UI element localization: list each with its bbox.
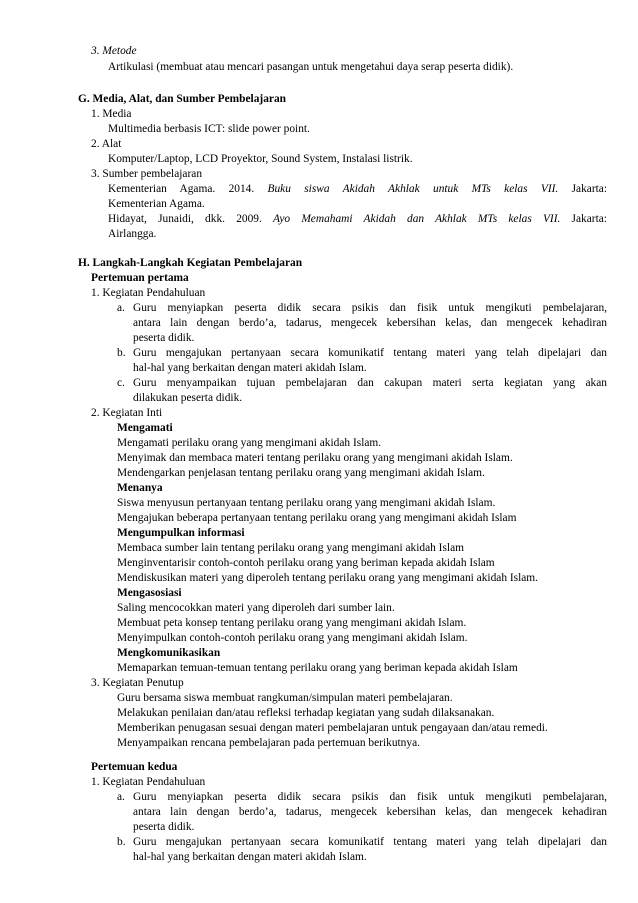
meeting-1-title: Pertemuan pertama: [91, 272, 189, 284]
m2-item-a-line2: antara lain dengan berdo’a, tadarus, mengecek kebersihan kelas, dan mengecek kehadiran: [133, 806, 607, 818]
m1-item-a-line1: Guru menyiapkan peserta didik secara psikis dan fisik untuk mengikuti pembelajaran,: [133, 302, 607, 314]
m1-inti-heading: 2. Kegiatan Inti: [91, 407, 163, 419]
mengumpulkan-line-3: Mendiskusikan materi yang diperoleh tentang perilaku orang yang mengimani akidah Islam.: [117, 572, 539, 584]
meeting-2-title: Pertemuan kedua: [91, 761, 178, 773]
metode-heading: 3. Metode: [91, 45, 137, 57]
menanya-line-1: Siswa menyusun pertanyaan tentang perilaku orang yang mengimani akidah Islam.: [117, 497, 496, 509]
media-heading: 1. Media: [91, 108, 132, 120]
m1-penutup-heading: 3. Kegiatan Penutup: [91, 677, 184, 689]
mengamati-heading: Mengamati: [117, 422, 173, 434]
m2-item-a-line1: Guru menyiapkan peserta didik secara psikis dan fisik untuk mengikuti pembelajaran,: [133, 791, 607, 803]
menanya-line-2: Mengajukan beberapa pertanyaan tentang perilaku orang yang mengimani akidah Islam: [117, 512, 517, 524]
m2-item-a-line3: peserta didik.: [133, 821, 195, 833]
mengasosiasi-heading: Mengasosiasi: [117, 587, 182, 599]
mengasosiasi-line-1: Saling mencocokkan materi yang diperoleh dari sumber lain.: [117, 602, 395, 614]
penutup-line-2: Melakukan penilaian dan/atau refleksi terhadap kegiatan yang sudah dilaksanakan.: [117, 707, 495, 719]
penutup-line-1: Guru bersama siswa membuat rangkuman/simpulan materi pembelajaran.: [117, 692, 453, 704]
section-h-heading: H. Langkah-Langkah Kegiatan Pembelajaran: [78, 257, 303, 269]
mengkomunikasikan-heading: Mengkomunikasikan: [117, 647, 221, 659]
mengumpulkan-line-1: Membaca sumber lain tentang perilaku orang yang mengimani akidah Islam: [117, 542, 464, 554]
penutup-line-3: Memberikan penugasan sesuai dengan materi pembelajaran untuk pengayaan dan/atau remedi.: [117, 722, 548, 734]
penutup-line-4: Menyampaikan rencana pembelajaran pada pertemuan berikutnya.: [117, 737, 420, 749]
m1-item-c-line1: Guru menyampaikan tujuan pembelajaran dan cakupan materi serta kegiatan yang akan: [133, 377, 607, 389]
mengasosiasi-line-2: Membuat peta konsep tentang perilaku orang yang mengimani akidah Islam.: [117, 617, 467, 629]
alat-text: Komputer/Laptop, LCD Proyektor, Sound System, Instalasi listrik.: [108, 153, 413, 165]
m2-pendahuluan-heading: 1. Kegiatan Pendahuluan: [91, 776, 206, 788]
reference-2-publisher: Airlangga.: [108, 228, 157, 240]
reference-1-publisher: Kementerian Agama.: [108, 198, 205, 210]
m2-item-b-marker: b.: [117, 836, 126, 848]
m1-item-b-line2: hal-hal yang berkaitan dengan materi akidah Islam.: [133, 362, 367, 374]
mengumpulkan-line-2: Menginventarisir contoh-contoh perilaku orang yang beriman kepada akidah Islam: [117, 557, 495, 569]
m1-pendahuluan-heading: 1. Kegiatan Pendahuluan: [91, 287, 206, 299]
m2-item-a-marker: a.: [117, 791, 125, 803]
mengasosiasi-line-3: Menyimpulkan contoh-contoh perilaku orang yang mengimani akidah Islam.: [117, 632, 468, 644]
metode-text: Artikulasi (membuat atau mencari pasangan untuk mengetahui daya serap peserta didik).: [108, 61, 514, 73]
m1-item-a-line2: antara lain dengan berdo’a, tadarus, mengecek kebersihan kelas, dan mengecek kehadiran: [133, 317, 607, 329]
reference-1: Kementerian Agama. 2014. Buku siswa Akidah Akhlak untuk MTs kelas VII. Jakarta:: [108, 183, 608, 195]
reference-2: Hidayat, Junaidi, dkk. 2009. Ayo Memahami Akidah dan Akhlak MTs kelas VII. Jakarta:: [108, 213, 607, 225]
alat-heading: 2. Alat: [91, 138, 122, 150]
m1-item-a-marker: a.: [117, 302, 125, 314]
m1-item-c-marker: c.: [117, 377, 125, 389]
mengumpulkan-heading: Mengumpulkan informasi: [117, 527, 245, 539]
menanya-heading: Menanya: [117, 482, 163, 494]
m2-item-b-line1: Guru mengajukan pertanyaan secara komunikatif tentang materi yang telah dipelajari dan: [133, 836, 607, 848]
media-text: Multimedia berbasis ICT: slide power point.: [108, 123, 310, 135]
m1-item-a-line3: peserta didik.: [133, 332, 195, 344]
mengamati-line-2: Menyimak dan membaca materi tentang perilaku orang yang mengimani akidah Islam.: [117, 452, 513, 464]
mengkomunikasikan-line-1: Memaparkan temuan-temuan tentang perilaku orang yang beriman kepada akidah Islam: [117, 662, 518, 674]
m1-item-b-marker: b.: [117, 347, 126, 359]
mengamati-line-3: Mendengarkan penjelasan tentang perilaku orang yang mengimani akidah Islam.: [117, 467, 485, 479]
mengamati-line-1: Mengamati perilaku orang yang mengimani akidah Islam.: [117, 437, 382, 449]
sumber-heading: 3. Sumber pembelajaran: [91, 168, 203, 180]
m1-item-b-line1: Guru mengajukan pertanyaan secara komunikatif tentang materi yang telah dipelajari dan: [133, 347, 607, 359]
m2-item-b-line2: hal-hal yang berkaitan dengan materi akidah Islam.: [133, 851, 367, 863]
m1-item-c-line2: dilakukan peserta didik.: [133, 392, 243, 404]
section-g-heading: G. Media, Alat, dan Sumber Pembelajaran: [78, 93, 286, 105]
